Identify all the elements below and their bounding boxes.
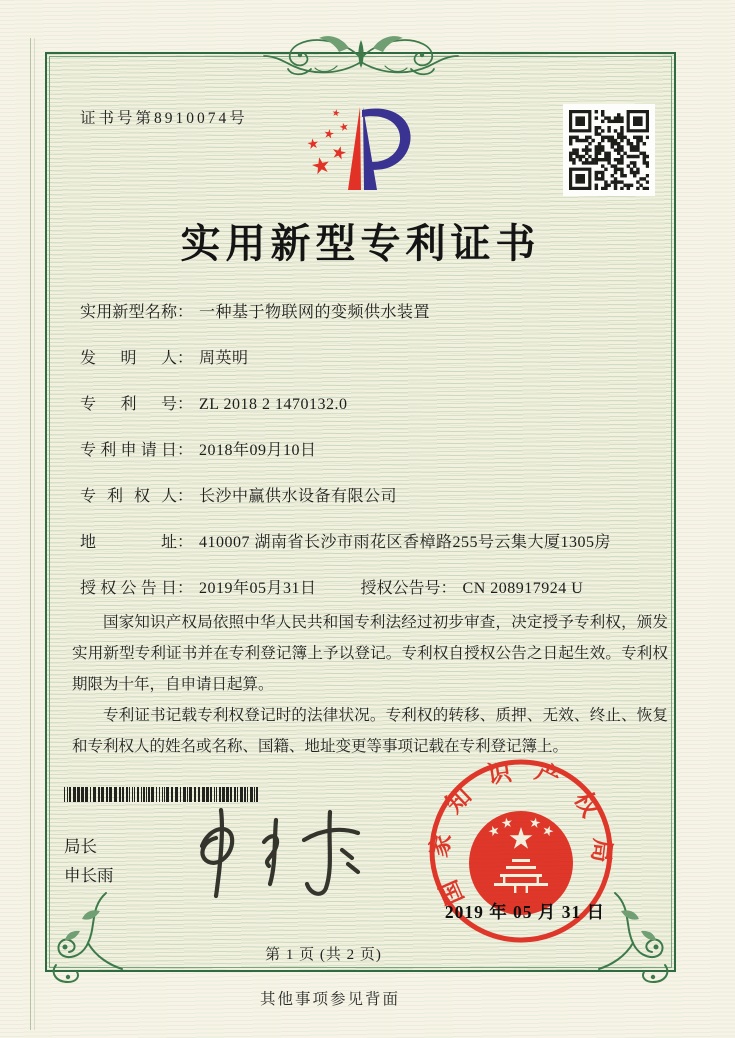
field-row-inventor (80, 350, 648, 368)
field-row-patent-number (80, 396, 648, 414)
cnipa-logo-icon (299, 98, 423, 196)
field-row-patentee (80, 488, 648, 506)
legal-paragraph: 国家知识产权局依照中华人民共和国专利法经过初步审查，决定授予专利权，颁发实用新型专利证书并在专利登记簿上予以登记。专利权自授权公告之日起生效。专利权期限为十年，自申请日起算。 (72, 614, 668, 693)
field-colon: ： (177, 304, 194, 321)
corner-flourish-left-icon (42, 889, 128, 986)
field-value: 2019年05月31日 (199, 580, 317, 597)
back-side-note: 其他事项参见背面 (259, 991, 400, 1008)
certificate-title: 实用新型专利证书 (180, 221, 541, 266)
field-label: 授权公告号 (360, 580, 441, 597)
grant-number-group (361, 580, 584, 598)
field-value: 410007 湖南省长沙市雨花区香樟路255号云集大厦1305房 (199, 534, 612, 551)
field-label: 授权公告日 (80, 580, 177, 597)
field-colon: ： (177, 442, 194, 459)
field-label: 实用新型名称 (80, 304, 177, 321)
qr-code-icon (563, 104, 655, 196)
field-value: ZL 2018 2 1470132.0 (199, 396, 348, 413)
field-value: 周英明 (199, 350, 249, 367)
field-value: 长沙中赢供水设备有限公司 (199, 488, 398, 505)
field-row-address (80, 534, 648, 552)
field-colon: ： (177, 350, 194, 367)
legal-paragraph: 专利证书记载专利权登记时的法律状况。专利权的转移、质押、无效、终止、恢复和专利权人的姓名或名称、国籍、地址变更等事项记载在专利登记簿上。 (72, 707, 668, 755)
signer-block (64, 832, 114, 890)
field-label: 地址 (80, 534, 177, 551)
field-value: CN 208917924 U (462, 580, 584, 597)
field-label: 专利申请日 (80, 442, 177, 459)
seal-text: 国家知识产权局 (426, 756, 615, 909)
field-label: 发明人 (80, 350, 177, 367)
top-flourish-ornament-icon (261, 28, 461, 82)
certificate-frame (45, 52, 676, 972)
legal-text (72, 607, 668, 762)
page-edge-line (34, 38, 35, 1030)
field-row-filing-date (80, 442, 648, 460)
field-value: 一种基于物联网的变频供水装置 (199, 304, 431, 321)
page-number: 第 1 页 (共 2 页) (265, 947, 382, 963)
seal-date: 2019 年 05 月 31 日 (444, 902, 606, 922)
field-label: 专利权人 (80, 488, 177, 505)
signer-title: 局长 (64, 837, 97, 856)
barcode-icon (64, 787, 262, 802)
certificate-fields (80, 304, 648, 598)
field-colon: ： (440, 580, 457, 597)
field-colon: ： (177, 396, 194, 413)
field-colon: ： (177, 534, 194, 551)
field-row-grant (80, 580, 648, 598)
field-colon: ： (177, 580, 194, 597)
certificate-number: 证书号第8910074号 (80, 110, 248, 127)
signer-name: 申长雨 (64, 866, 114, 885)
signature-icon (172, 802, 397, 912)
page-edge-line (30, 38, 31, 1030)
field-row-name (80, 304, 648, 322)
field-value: 2018年09月10日 (199, 442, 317, 459)
field-label: 专利号 (80, 396, 177, 413)
field-colon: ： (177, 488, 194, 505)
